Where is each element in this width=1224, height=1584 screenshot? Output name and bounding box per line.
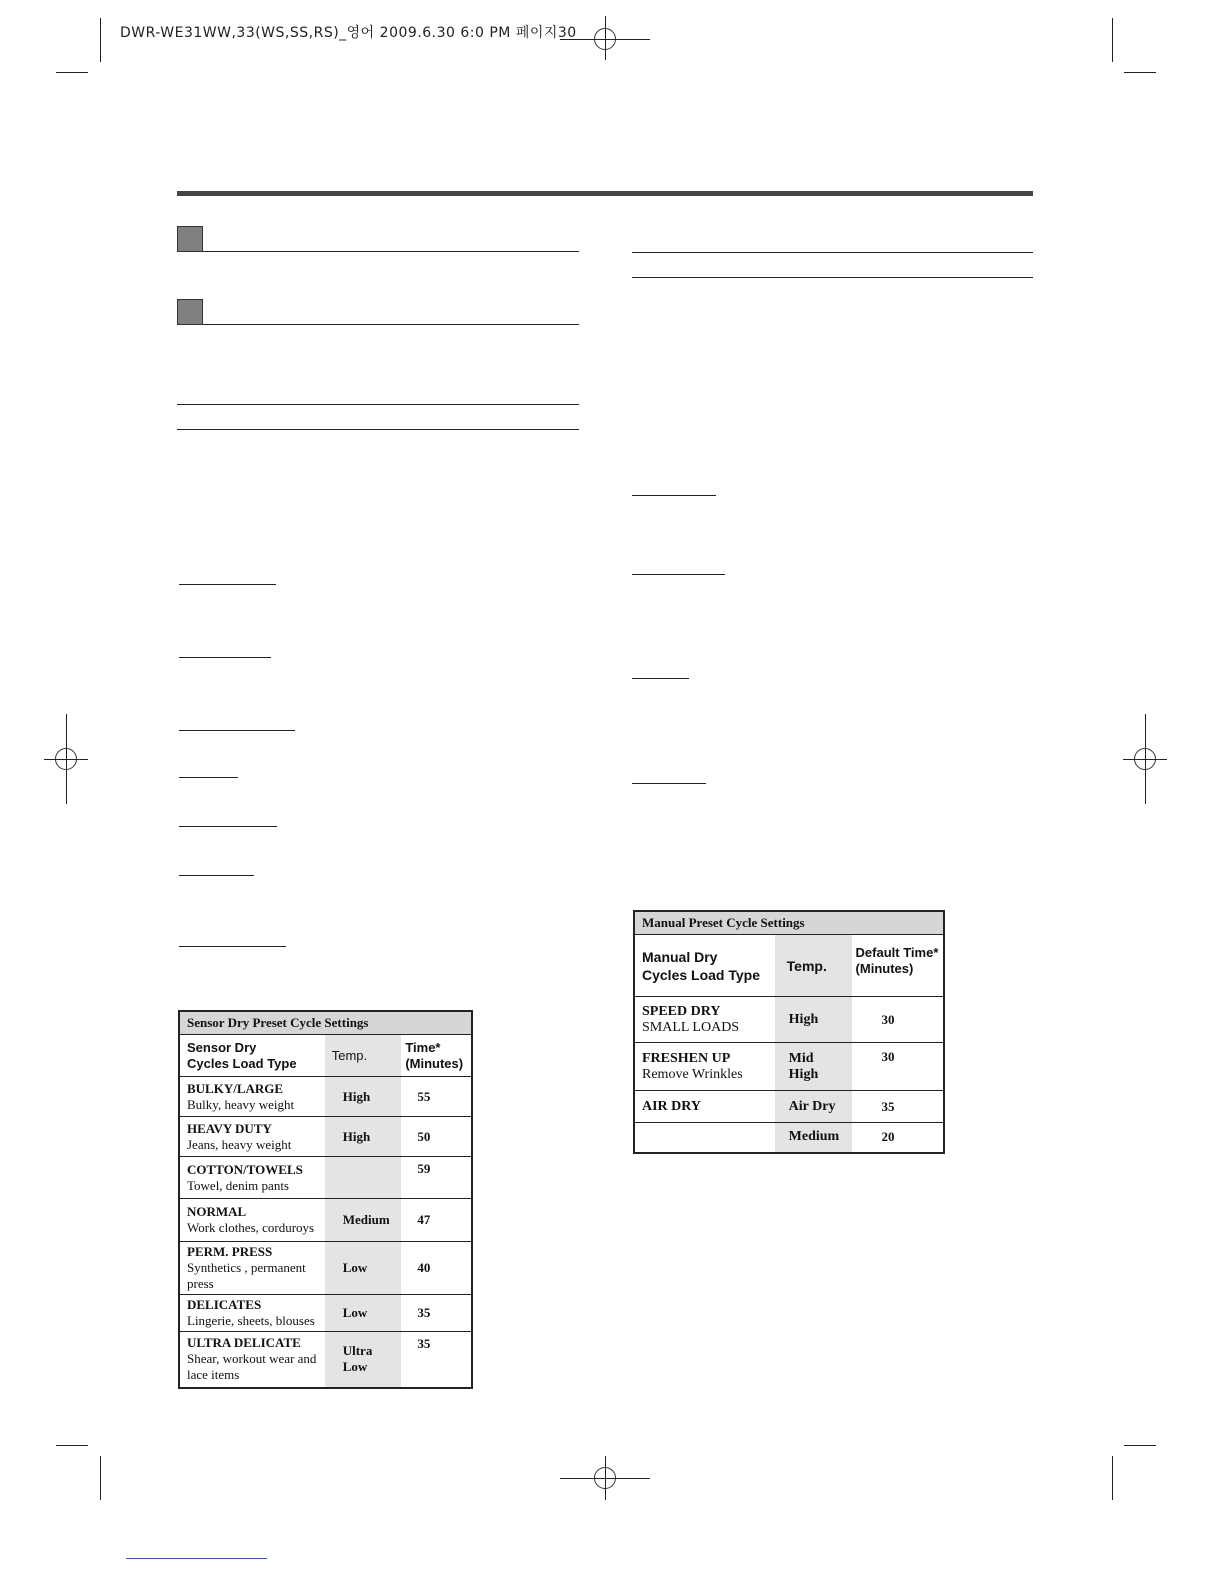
- registration-mark-line: [560, 1478, 650, 1479]
- table-row: BULKY/LARGE Bulky, heavy weight High 55: [179, 1077, 472, 1117]
- crop-mark: [100, 1456, 101, 1500]
- header-time: Time* (Minutes): [401, 1035, 472, 1077]
- table-header-row: [179, 1035, 472, 1077]
- table-row: Medium 20: [634, 1123, 944, 1153]
- section-rule: [632, 252, 1033, 253]
- manual-dry-table: [633, 910, 945, 1154]
- crop-mark: [56, 1445, 88, 1446]
- section-rule: [177, 404, 579, 405]
- subheading-underline: [179, 875, 254, 876]
- section-rule: [632, 277, 1033, 278]
- crop-mark: [1124, 72, 1156, 73]
- section-marker: [177, 226, 203, 252]
- subheading-underline: [632, 783, 706, 784]
- crop-mark: [56, 72, 88, 73]
- table-caption: Manual Preset Cycle Settings: [634, 911, 944, 935]
- table-row: PERM. PRESS Synthetics , permanent press Low 40: [179, 1242, 472, 1295]
- table-row: HEAVY DUTY Jeans, heavy weight High 50: [179, 1117, 472, 1157]
- subheading-underline: [632, 678, 689, 679]
- header-time: Default Time* (Minutes): [852, 935, 944, 997]
- table-caption-row: [634, 911, 944, 935]
- table-caption: Sensor Dry Preset Cycle Settings: [179, 1011, 472, 1035]
- subheading-underline: [179, 657, 271, 658]
- section-rule: [203, 251, 579, 252]
- subheading-underline: [179, 826, 277, 827]
- section-rule: [177, 429, 579, 430]
- sensor-dry-table: [178, 1010, 473, 1389]
- table-row: FRESHEN UP Remove Wrinkles Mid High 30: [634, 1043, 944, 1091]
- print-header: DWR-WE31WW,33(WS,SS,RS)_영어 2009.6.30 6:0 PM 페이지30: [120, 25, 577, 41]
- table-header-row: [634, 935, 944, 997]
- subheading-underline: [179, 584, 276, 585]
- footer-underline: [126, 1558, 267, 1559]
- table-row: ULTRA DELICATE Shear, workout wear and lace items Ultra Low 35: [179, 1332, 472, 1388]
- registration-mark-line: [605, 16, 606, 60]
- registration-mark-line: [560, 39, 650, 40]
- header-load-type: Sensor Dry Cycles Load Type: [179, 1035, 325, 1077]
- table-row: NORMAL Work clothes, corduroys Medium 47: [179, 1199, 472, 1242]
- subheading-underline: [179, 777, 238, 778]
- subheading-underline: [632, 574, 725, 575]
- subheading-underline: [179, 730, 295, 731]
- table-row: COTTON/TOWELS Towel, denim pants 59: [179, 1157, 472, 1199]
- subheading-underline: [179, 946, 286, 947]
- subheading-underline: [632, 495, 716, 496]
- crop-mark: [100, 18, 101, 62]
- table-row: AIR DRY Air Dry 35: [634, 1091, 944, 1123]
- section-marker: [177, 299, 203, 325]
- registration-mark-line: [1123, 759, 1167, 760]
- crop-mark: [1124, 1445, 1156, 1446]
- section-header-bar: [177, 191, 1033, 196]
- header-load-type: Manual Dry Cycles Load Type: [634, 935, 775, 997]
- crop-mark: [1112, 18, 1113, 62]
- table-caption-row: [179, 1011, 472, 1035]
- section-rule: [203, 324, 579, 325]
- table-row: DELICATES Lingerie, sheets, blouses Low 35: [179, 1295, 472, 1332]
- crop-mark: [1112, 1456, 1113, 1500]
- registration-mark-line: [44, 759, 88, 760]
- header-temp: Temp.: [775, 935, 852, 997]
- header-temp: Temp.: [325, 1035, 402, 1077]
- table-row: SPEED DRY SMALL LOADS High 30: [634, 997, 944, 1043]
